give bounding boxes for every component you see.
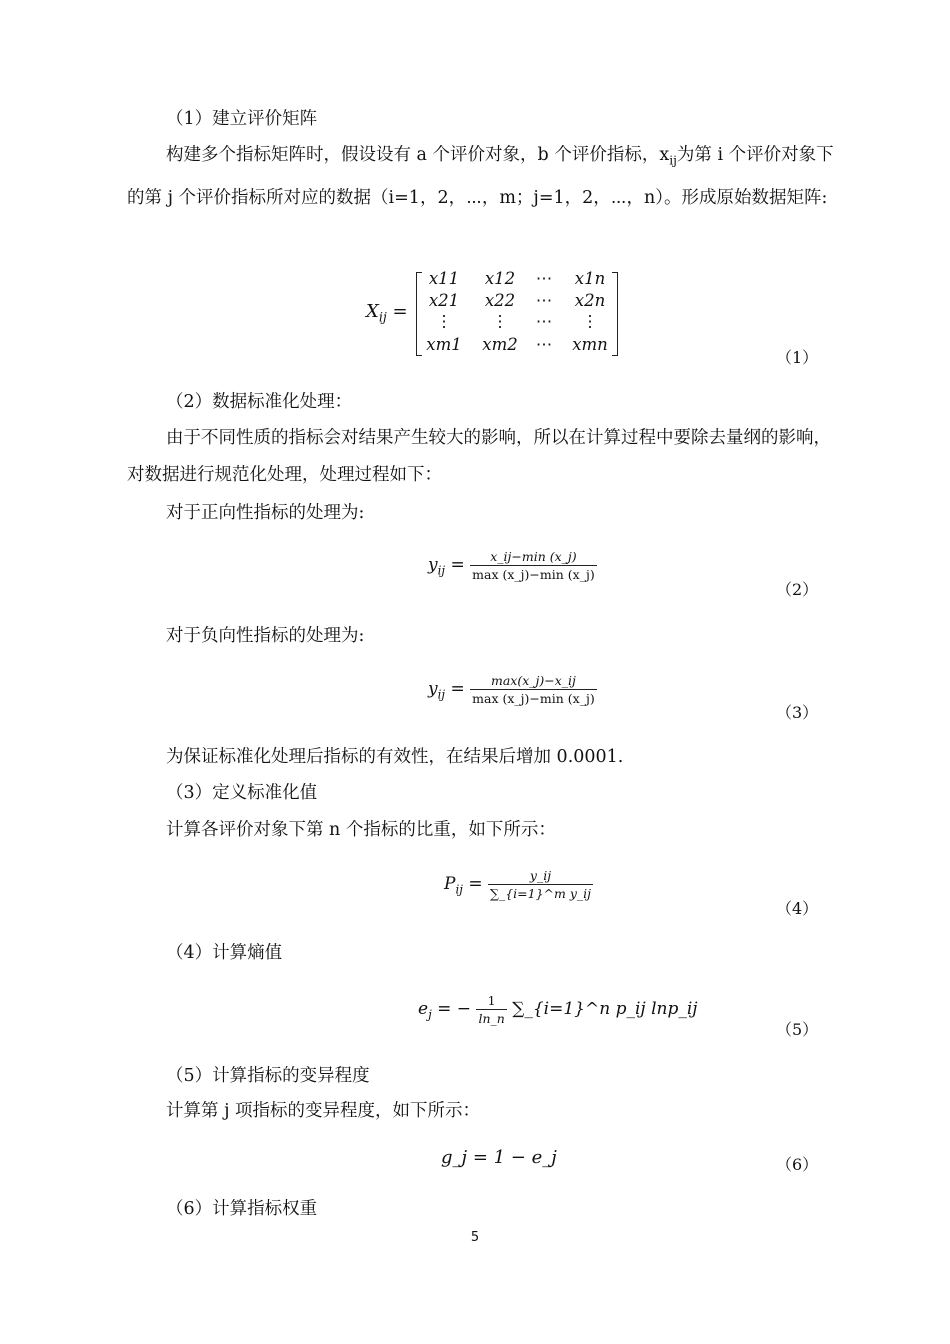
equation-4: $P_{ij}$ = $\frac{y\_ij}{\text{∑\_\{i=1\}\textasciicircum{}m y\_ij}}$ — [444, 868, 592, 901]
equation-number-5: （5） — [776, 1020, 819, 1039]
section-heading-4: （4）计算熵值 — [166, 943, 283, 963]
fraction-numerator: max(x_j)−x_ij — [470, 673, 597, 690]
equation-3: $y_{ij}$ = $\frac{\max(x\_j)-x\_ij}{\max (x\_j)-\min (x\_j)}$ — [428, 673, 595, 706]
equation-number-2: （2） — [776, 580, 819, 599]
fraction-denominator: ln_n — [478, 1011, 505, 1026]
section-heading-6: （6）计算指标权重 — [166, 1199, 318, 1219]
fraction-numerator: 1 — [476, 993, 506, 1010]
equation-6: g_j = 1 − e_j — [441, 1147, 557, 1168]
matrix-cell: ⋮ — [491, 312, 509, 331]
matrix-cell: x1n — [574, 269, 606, 288]
paragraph-negative-indicator: 对于负向性指标的处理为: — [166, 626, 365, 646]
equation-number-6: （6） — [776, 1155, 819, 1174]
matrix-lhs: $X_{ij}$ = — [366, 301, 408, 325]
matrix-cell: x12 — [484, 269, 516, 288]
section-heading-2: （2）数据标准化处理： — [166, 392, 353, 412]
matrix-cell: ⋯ — [535, 312, 553, 331]
matrix-cell: x21 — [428, 291, 460, 310]
equation-number-4: （4） — [776, 899, 819, 918]
fraction-numerator: y_ij — [488, 868, 593, 885]
fraction-numerator: x_ij−min (x_j) — [470, 549, 597, 566]
matrix-cell: x11 — [428, 269, 460, 288]
equation-number-3: （3） — [776, 703, 819, 722]
matrix-cell: xm2 — [482, 335, 518, 354]
matrix-cell: ⋮ — [581, 312, 599, 331]
fraction-denominator: ∑_{i=1}^m y_ij — [490, 886, 592, 901]
equation-2: $y_{ij}$ = $\frac{x\_ij-\min (x\_j)}{\max (x\_j)-\min (x\_j)}$ — [428, 549, 595, 582]
equation-number-1: （1） — [776, 348, 819, 367]
paragraph-proportion: 计算各评价对象下第 n 个指标的比重，如下所示： — [166, 820, 556, 840]
paragraph-text: 构建多个指标矩阵时，假设设有 a 个评价对象，b 个评价指标，x — [166, 145, 670, 165]
matrix-cell: ⋮ — [435, 312, 453, 331]
matrix-cell: x22 — [484, 291, 516, 310]
section-heading-1: （1）建立评价矩阵 — [166, 109, 318, 129]
matrix-cell: xm1 — [426, 335, 462, 354]
paragraph-variation: 计算第 j 项指标的变异程度，如下所示： — [166, 1101, 481, 1121]
data-matrix — [416, 269, 618, 356]
matrix-cell: ⋯ — [535, 269, 553, 288]
matrix-cell: ⋯ — [535, 291, 553, 310]
equation-rhs: ∑_{i=1}^n p_ij lnp_ij — [512, 999, 698, 1019]
fraction-denominator: max (x_j)−min (x_j) — [472, 691, 595, 706]
equation-5: $e_j$ = − $\frac{1}{\ln\_n}$ ∑_{i=1}^n p_ij lnp_ij — [418, 993, 698, 1026]
paragraph-matrix-intro — [127, 137, 837, 217]
page-number: 5 — [470, 1230, 480, 1245]
paragraph-normalization: 由于不同性质的指标会对结果产生较大的影响，所以在计算过程中要除去量纲的影响，对数据进行规范化处理，处理过程如下： — [127, 428, 831, 485]
paragraph-validity: 为保证标准化处理后指标的有效性，在结果后增加 0.0001. — [166, 747, 624, 767]
matrix-cell: ⋯ — [535, 335, 553, 354]
paragraph-text: 为第 i 个评价对象下的第 j 个评价指标所对应的数据（i=1，2，⋯，m；j=1，2，⋯，n）。形成原始数据矩阵: — [127, 145, 834, 208]
fraction-denominator: max (x_j)−min (x_j) — [472, 567, 595, 582]
subscript: ij — [669, 153, 677, 168]
section-heading-3: （3）定义标准化值 — [166, 783, 318, 803]
section-heading-5: （5）计算指标的变异程度 — [166, 1066, 370, 1086]
matrix-cell: x2n — [574, 291, 606, 310]
paragraph-positive-indicator: 对于正向性指标的处理为: — [166, 503, 365, 523]
matrix-cell: xmn — [572, 335, 608, 354]
